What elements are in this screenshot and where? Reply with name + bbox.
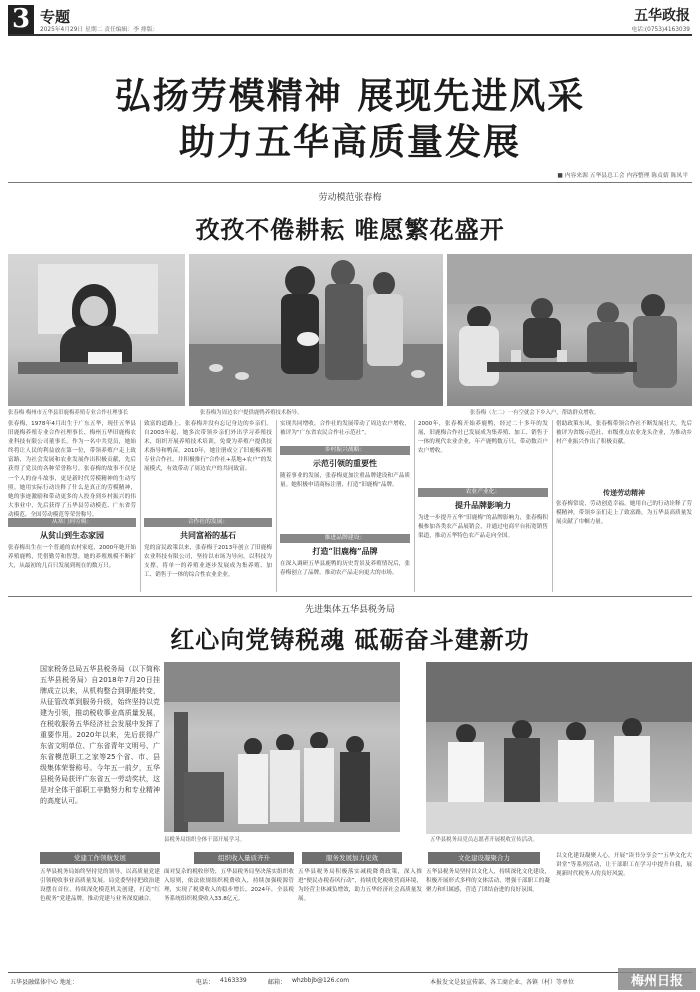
photo-duck-guidance [189,254,443,406]
story1-headline: 孜孜不倦耕耘 唯愿繁花盛开 [195,215,505,244]
story1-sub2-title: 共同富裕的基石 [180,530,236,540]
story1-caption-left: 张春梅 梅州市五华县旧鹿梅养殖专业合作社理事长 [8,410,129,416]
story1-sub4-title: 打造“旧鹿梅”品牌 [312,546,378,556]
story1-kicker: 劳动模范张春梅 [318,193,382,203]
footer-phone: 4163339 [220,977,247,984]
story2-caption-a: 五华县税务局党员志愿者开展税收宣传活动。 [430,837,538,843]
story2-caption-b: 县税务局组织全体干部开展学习。 [164,837,245,843]
story1-sub1-label: 从寒门到劳模： [8,518,136,527]
section-label: 专题 [40,8,71,26]
col-divider [414,420,415,592]
watermark-logo: 梅州日报 [630,974,683,989]
col-divider [552,420,553,592]
header-rule [8,34,692,36]
page-number: 3 [11,4,31,34]
col-divider [276,420,277,592]
paper-name: 五华政报 [634,8,690,24]
story1-sub3-title: 示范引领的重要性 [313,458,377,468]
story2-col3-body: 五华县税务局积极落实减税降费政策，深入推进“便民办税春风行动”，持续优化税收营商环境，为经营主体减负增效，助力五华经济社会高质量发展。 [298,869,422,903]
story1-sub5-label: 农业产业化： [418,488,548,497]
photo-zhang-chunmei-desk [8,254,185,406]
col-divider [140,420,141,592]
footer-right: 本报发文是县宣传部、各工商企业、各镇（村）等单位 [430,979,575,986]
date-line: 2025年4月29日 星期二 责任编辑：李 排版： [40,27,159,33]
story1-col2b-body: 党的富民政策以来，张春梅于2013年创立了旧鹿梅农业科技有限公司，坚持以市场为导向，以科技为支撑，将单一的养殖业逐步发展成为集养殖、加工、销售于一体的综合性农业企业。 [144,545,272,579]
story2-col1-body: 五华县税务局始终坚持党的领导，以高质量党建引领税收事业高质量发展。局党委坚持把政治建设摆在首位，持续深化模范机关创建，打造“红色税务”党建品牌，推动党建与业务深度融合。 [40,869,160,903]
story2-col4-body: 五华县税务局坚持以文化人，持续深化文化建设，积极开展形式多样的文体活动，增强干部职工的凝聚力和归属感，营造了团结奋进的良好氛围。 [426,869,550,894]
story2-col5-body: 以文化建设凝聚人心，开展“读书分享会”“五华文化大讲堂”等系列活动，让干部职工在学习中提升自我，展现新时代税务人的良好风貌。 [556,853,692,878]
story1-col4-body: 2000年，张春梅开始养鹿鸭，经过二十多年的发展，旧鹿梅合作社已发展成为集养殖、加工、销售于一体的现代农业企业，年产鹿鸭数万只，带动数百户农户增收。 [418,421,548,455]
story1-sub5-title: 提升品牌影响力 [455,500,511,510]
photo-volunteers-outdoor [164,662,400,832]
footer-left: 五华县融媒体中心 地址： [10,979,78,986]
story2-banner-2: 组织收入量质齐升 [194,852,294,864]
story1-col3-body: 实现共同增收。合作社的发展带动了周边农户增收，被评为“广东省农民合作社示范社”。 [280,421,410,437]
footer-phone-label: 电话： [196,979,215,986]
photo-staff-group [426,662,692,834]
story1-sub4-label: 推进品牌建设： [280,534,410,543]
story2-banner-4: 文化建设凝聚合力 [428,852,540,864]
story1-col3b-body: 随着事业的发展，张春梅更加注重品牌建设和产品质量。她积极申请商标注册，打造“旧鹿梅”品牌。 [280,473,410,489]
story2-col2-body: 面对复杂的税收形势，五华县税务局坚决落实组织收入原则，依法依规组织税费收入，持续加强税源管理，实现了税费收入的稳步增长。2024年，全县税务系统组织税费收入33.8亿元。 [164,869,294,903]
main-title-line1: 弘扬劳模精神 展现先进风采 [114,75,586,117]
story1-rule-top [8,182,692,183]
photo-visit-villagers [447,254,692,406]
byline-text: ■ 内容来源 五华县总工会 内容整理 陈贞婧 陈凤平 [557,170,688,179]
story2-banner-3: 服务发展加力见效 [302,852,402,864]
story1-caption-right: 张春梅（左二）一有空就会下乡入户，帮助群众增收。 [470,410,600,416]
story2-kicker: 先进集体五华县税务局 [304,605,395,615]
story2-headline: 红心向党铸税魂 砥砺奋斗建新功 [170,625,530,654]
story1-col5b-body: 张春梅常说，劳动创造幸福。她用自己的行动诠释了劳模精神，带领乡亲们走上了致富路，为五华县高质量发展贡献了巾帼力量。 [556,501,692,526]
story1-col2-body: 致富的道路上，张春梅并没有忘记身边的乡亲们。自2003年起，她多次带领乡亲们外出学习养殖技术，组织开展养殖技术培训，免费为养殖户提供技术指导和鸭苗。2010年，她注册成立了旧鹿梅养殖专业合作社，并积极推行“合作社+基地+农户”的发展模式，有效带动了周边农户的共同致富。 [144,421,272,473]
footer-mail[interactable]: whzbbjb@126.com [292,977,350,984]
story1-caption-mid: 张春梅为周边农户提供鹿鸭养殖技术指导。 [200,410,303,416]
header-phone: 电话:(0753)4163039 [631,27,690,33]
story1-col1-body: 张春梅，1978年4月出生于广东五华，现任五华县旧鹿梅养殖专业合作社理事长、梅州五华旧鹿梅农业科技有限公司董事长。作为一名中共党员，她始终将让人民的利益放在第一位，带领养殖户走上致富路，为社会发展和农业发展作出积极贡献，先后获得了党员的各种荣誉称号。张春梅的故事不仅是一个人的奋斗故事，更是新时代劳模精神的生动写照。她用实际行动诠释了什么是真正的劳模精神，她的事迹激励和带动更多的人投身到乡村振兴的伟大事业中，先后获得了五华县劳动模范、广东省劳动模范、全国劳动模范等荣誉称号。 [8,421,136,518]
story1-sub1-title: 从贫山到生态家园 [40,530,104,540]
story1-col4b-body: 为进一步提升五华“旧鹿梅”的品牌影响力，张春梅积极参加各类农产品展销会，并通过电商平台拓宽销售渠道，推动五华特色农产品走向全国。 [418,515,548,540]
story1-sub3-label: 乡村振兴战略： [280,446,410,455]
story1-col1b-body: 张春梅出生在一个普通的农村家庭，2000年她开始养殖鹿鸭，凭借勤劳和智慧，她的养殖规模不断扩大，从最初的几百只发展到现在的数万只。 [8,545,136,570]
story1-sub6-label: 传递劳动精神 [603,489,645,497]
story2-lead: 国家税务总局五华县税务局（以下简称五华县税务局）自2018年7月20日挂牌成立以来，从机构整合到职能转变，从征管改革到服务升级，始终坚持以党建为引领，推动税收事业高质量发展，在税收服务五华经济社会发展中发挥了重要作用。2020年以来，先后获得广东省文明单位、广东省青年文明号、广东省模范职工之家等25个省、市、县级集体荣誉称号。今年五一前夕，五华县税务局获评广东省五一劳动奖状，这是对全体干部职工辛勤努力和专业精神的高度认可。 [40,665,160,805]
footer-rule [8,972,692,973]
story1-col3c-body: 在深入调研五华县鹿鸭的历史背景及养殖情况后，张春梅创立了品牌，推动农产品走向更大的市场。 [280,561,410,577]
story2-banner-1: 党建工作领航发展 [40,852,160,864]
story1-col5-body: 借助政策东风，张春梅带领合作社不断发展壮大，先后被评为省级示范社、市级重点农业龙头企业，为推动乡村产业振兴作出了积极贡献。 [556,421,692,446]
footer-mail-label: 邮箱： [268,979,287,986]
story1-sub2-label: 合作社的发展： [144,518,272,527]
story2-rule-top [8,596,692,597]
main-title-line2: 助力五华高质量发展 [178,121,521,163]
